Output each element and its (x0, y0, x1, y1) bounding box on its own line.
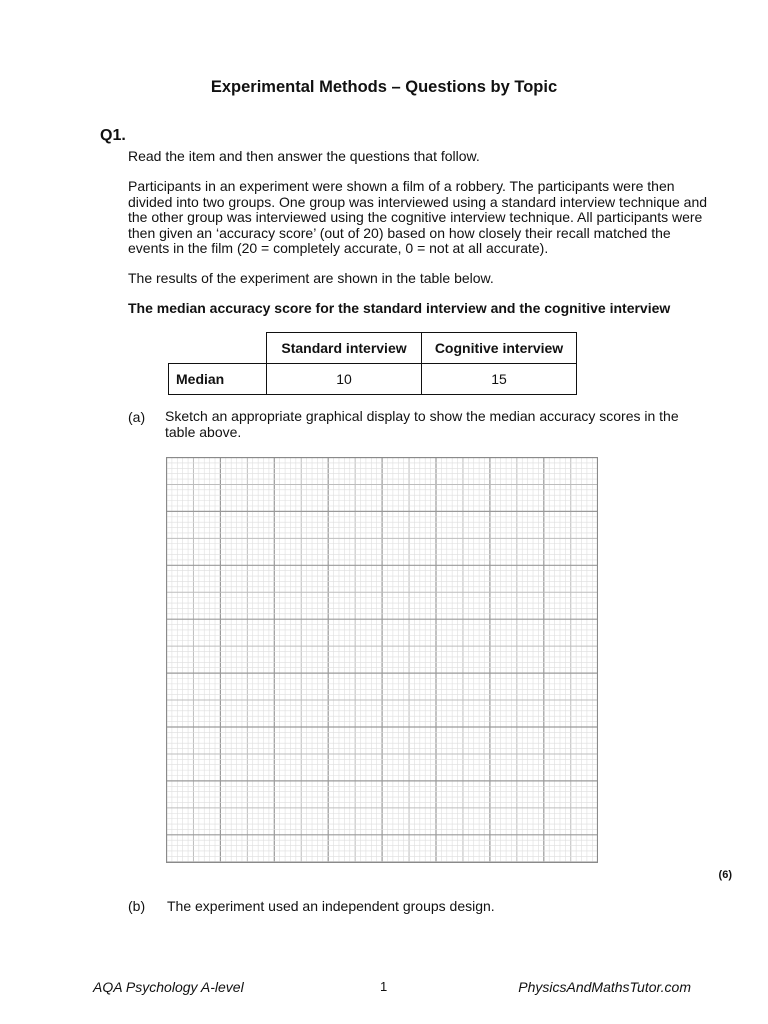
instruction-paragraph: Read the item and then answer the questions that follow. (128, 148, 480, 164)
footer-page-number: 1 (380, 979, 388, 994)
part-a-text: Sketch an appropriate graphical display to show the median accuracy scores in the table above. (165, 408, 679, 440)
results-intro-paragraph: The results of the experiment are shown in the table below. (128, 270, 494, 286)
header-standard-interview: Standard interview (267, 333, 422, 364)
page-title: Experimental Methods – Questions by Topic (210, 78, 558, 96)
results-table (168, 332, 577, 395)
header-cognitive-interview: Cognitive interview (422, 333, 577, 364)
footer-course: AQA Psychology A-level (93, 979, 244, 995)
scenario-paragraph: Participants in an experiment were shown a film of a robbery. The participants were then divided into two groups. One group was interviewed using a standard interview technique and the other group was interviewed using the cognitive interview technique. All participants were then given an ‘accuracy score’ (out of 20) based on how closely their recall matched the events in the film (20 = completely accurate, 0 = not at all accurate). (128, 178, 708, 257)
row-label-median: Median (169, 364, 267, 395)
table-header-row (169, 333, 577, 364)
part-b-text: The experiment used an independent groups design. (167, 898, 495, 914)
table-corner-cell (169, 333, 267, 364)
question-number: Q1. (100, 127, 126, 144)
part-a-label: (a) (128, 409, 146, 425)
graph-paper-grid[interactable] (166, 457, 598, 863)
part-b-label: (b) (128, 898, 146, 914)
table-row (169, 364, 577, 395)
table-caption: The median accuracy score for the standard interview and the cognitive interview (128, 300, 671, 316)
value-cognitive-median: 15 (422, 364, 577, 395)
marks-label: (6) (718, 869, 732, 881)
footer-website: PhysicsAndMathsTutor.com (518, 979, 691, 995)
value-standard-median: 10 (267, 364, 422, 395)
